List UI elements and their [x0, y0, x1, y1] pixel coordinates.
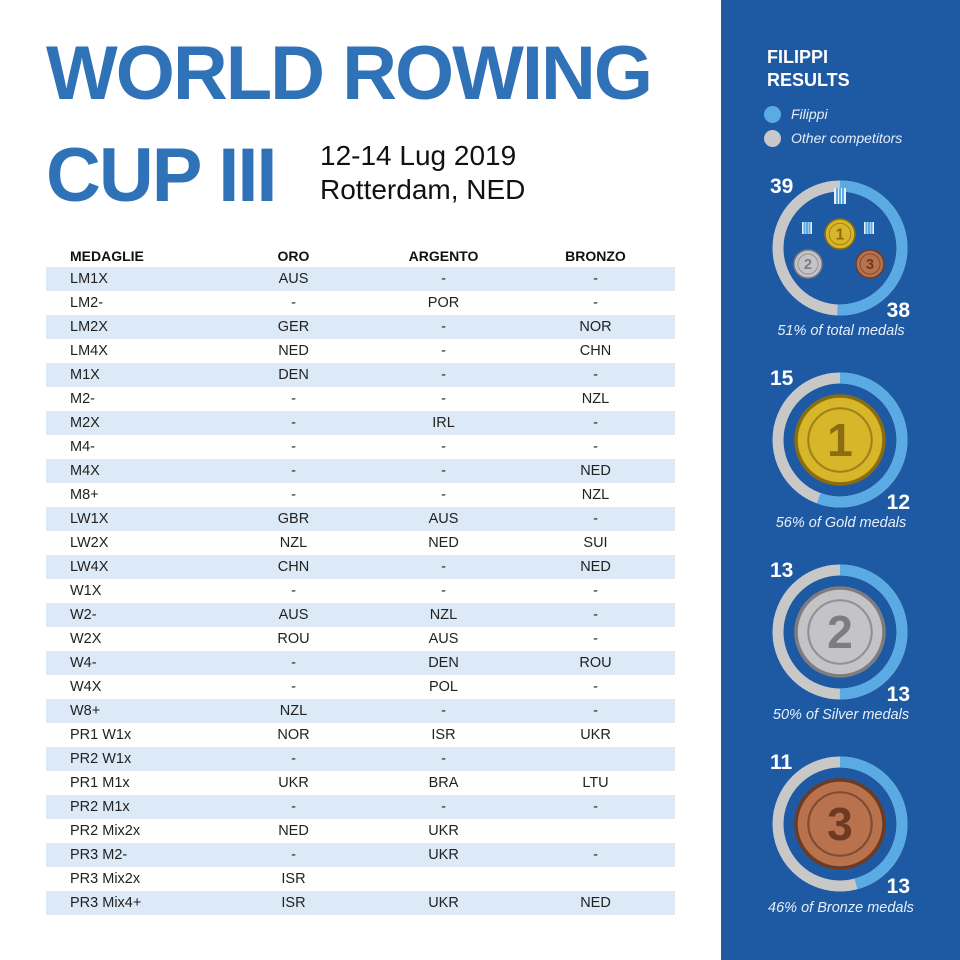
- column-header-silver: ARGENTO: [408, 248, 479, 264]
- cell-bronze: -: [593, 583, 598, 599]
- ribbon-stripe: [809, 222, 811, 234]
- silver-medal-icon: [794, 250, 822, 278]
- cell-event: W1X: [70, 583, 102, 599]
- cell-silver: -: [441, 583, 446, 599]
- medal-badge-bronze: [764, 748, 916, 900]
- cell-event: PR1 W1x: [70, 727, 132, 743]
- cell-event: LM2-: [70, 295, 104, 311]
- cell-gold: ISR: [281, 871, 306, 887]
- cell-event: M1X: [46, 363, 216, 387]
- cell-gold: -: [291, 391, 296, 407]
- cell-bronze: -: [516, 843, 675, 867]
- cell-bronze: -: [516, 267, 675, 291]
- filippi-count-label: 39: [770, 175, 794, 198]
- cell-bronze: -: [516, 699, 675, 723]
- cell-bronze: NED: [516, 891, 675, 915]
- cell-gold: -: [291, 487, 296, 503]
- cell-gold: NED: [278, 343, 309, 359]
- cell-gold: -: [216, 411, 371, 435]
- cell-event: M8+: [70, 487, 99, 503]
- cell-event: LW1X: [46, 507, 216, 531]
- event-location: Rotterdam, NED: [320, 174, 526, 205]
- cell-event: W2X: [70, 631, 102, 647]
- cell-bronze: SUI: [583, 535, 608, 551]
- cell-silver: POL: [428, 679, 458, 695]
- cell-silver: -: [441, 487, 446, 503]
- cell-gold: NZL: [216, 699, 371, 723]
- filippi-count-label: 11: [770, 751, 793, 774]
- table-row: [46, 483, 675, 507]
- table-row: [46, 843, 675, 867]
- table-header-row: [46, 245, 675, 267]
- gold-medal-icon: [825, 219, 855, 249]
- medal-number: 3: [827, 797, 853, 850]
- page-title-line-1: WORLD ROWING: [46, 31, 652, 116]
- ribbon-stripe: [866, 222, 868, 234]
- cell-silver: -: [441, 391, 446, 407]
- table-row: [46, 603, 675, 627]
- table-row: [46, 723, 675, 747]
- others-count-label: 12: [886, 491, 910, 514]
- cell-gold: UKR: [278, 775, 309, 791]
- cell-gold: -: [216, 459, 371, 483]
- filippi-count-label: 13: [770, 559, 794, 582]
- others-count-label: 13: [886, 875, 910, 898]
- badge-caption-total: 51% of total medals: [777, 323, 905, 339]
- ribbon-icon: [864, 222, 874, 234]
- cell-bronze: NZL: [581, 391, 610, 407]
- cell-silver: -: [371, 747, 516, 771]
- table-row: [46, 387, 675, 411]
- cell-event: LM4X: [70, 343, 108, 359]
- cell-silver: UKR: [428, 823, 459, 839]
- cell-gold: GBR: [216, 507, 371, 531]
- cell-gold: NZL: [279, 535, 308, 551]
- cell-gold: -: [216, 651, 371, 675]
- badge-caption-silver: 50% of Silver medals: [772, 707, 910, 723]
- cell-bronze: -: [593, 631, 598, 647]
- cell-event: PR1 M1x: [70, 775, 130, 791]
- cell-event: M2-: [70, 391, 95, 407]
- cell-silver: IRL: [371, 411, 516, 435]
- cell-bronze: [516, 819, 675, 843]
- cell-event: PR2 M1x: [46, 795, 216, 819]
- cell-silver: [371, 867, 516, 891]
- cell-silver: NZL: [371, 603, 516, 627]
- ribbon-stripe: [868, 222, 870, 234]
- cell-silver: UKR: [371, 891, 516, 915]
- filippi-count-label: 15: [770, 367, 794, 390]
- page-title-line-2: CUP III: [46, 133, 276, 218]
- legend-item-filippi: [764, 104, 828, 124]
- cell-bronze: LTU: [582, 775, 609, 791]
- cell-silver: -: [371, 555, 516, 579]
- cell-silver: NED: [428, 535, 459, 551]
- ribbon-stripe: [842, 188, 844, 204]
- table-row: [46, 891, 675, 915]
- panel-title-line-2: RESULTS: [767, 70, 850, 90]
- cell-gold: ROU: [277, 631, 310, 647]
- ribbon-stripe: [871, 222, 873, 234]
- table-row: [46, 555, 675, 579]
- cell-bronze: NED: [516, 555, 675, 579]
- cell-bronze: NED: [516, 459, 675, 483]
- cell-silver: UKR: [371, 843, 516, 867]
- cell-event: W4-: [46, 651, 216, 675]
- medal-table: [46, 245, 675, 915]
- cell-silver: -: [371, 315, 516, 339]
- panel-title-line-1: FILIPPI: [767, 47, 829, 67]
- column-header-event: MEDAGLIE: [70, 248, 144, 264]
- cell-gold: ISR: [216, 891, 371, 915]
- cell-gold: -: [291, 439, 296, 455]
- cell-bronze: -: [516, 507, 675, 531]
- cell-bronze: NZL: [581, 487, 610, 503]
- table-row: [46, 435, 675, 459]
- cell-gold: -: [216, 747, 371, 771]
- cell-event: LW4X: [46, 555, 216, 579]
- medal-badge-silver: [764, 556, 916, 708]
- cell-event: W4X: [70, 679, 102, 695]
- others-count-label: 13: [886, 683, 910, 706]
- medal-number: 3: [865, 257, 875, 274]
- legend-swatch-others: [764, 130, 781, 147]
- column-header-bronze: BRONZO: [565, 248, 626, 264]
- table-row: [46, 627, 675, 651]
- cell-silver: -: [371, 267, 516, 291]
- cell-bronze: -: [593, 679, 598, 695]
- cell-bronze: CHN: [579, 343, 612, 359]
- table-row: [46, 459, 675, 483]
- cell-gold: CHN: [216, 555, 371, 579]
- table-row: [46, 651, 675, 675]
- cell-event: M4X: [46, 459, 216, 483]
- cell-silver: -: [371, 795, 516, 819]
- table-row: [46, 795, 675, 819]
- cell-silver: BRA: [428, 775, 459, 791]
- cell-silver: -: [371, 699, 516, 723]
- cell-event: M2X: [46, 411, 216, 435]
- cell-bronze: ROU: [516, 651, 675, 675]
- table-row: [46, 339, 675, 363]
- event-date: 12-14 Lug 2019: [320, 140, 517, 171]
- cell-bronze: -: [593, 295, 598, 311]
- gold-medal-icon: [796, 396, 884, 484]
- cell-gold: -: [216, 843, 371, 867]
- table-row: [46, 699, 675, 723]
- cell-event: PR2 W1x: [46, 747, 216, 771]
- table-row: [46, 675, 675, 699]
- table-row: [46, 747, 675, 771]
- legend-label: Other competitors: [791, 130, 903, 146]
- medal-number: 1: [827, 413, 853, 466]
- cell-bronze: -: [516, 603, 675, 627]
- cell-bronze: NOR: [516, 315, 675, 339]
- silver-medal-icon: [796, 588, 884, 676]
- cell-gold: -: [291, 295, 296, 311]
- bronze-medal-icon: [856, 250, 884, 278]
- column-header-gold: ORO: [277, 248, 310, 264]
- ribbon-icon: [834, 188, 846, 204]
- cell-event: PR2 Mix2x: [70, 823, 141, 839]
- table-row: [46, 531, 675, 555]
- cell-gold: -: [216, 795, 371, 819]
- cell-bronze: -: [516, 363, 675, 387]
- cell-event: PR3 Mix4+: [46, 891, 216, 915]
- badge-caption-bronze: 46% of Bronze medals: [768, 900, 914, 916]
- table-row: [46, 819, 675, 843]
- table-row: [46, 867, 675, 891]
- medal-badge-gold: [764, 364, 916, 516]
- cell-event: PR3 M2-: [46, 843, 216, 867]
- cell-silver: DEN: [371, 651, 516, 675]
- cell-event: W8+: [46, 699, 216, 723]
- cell-gold: GER: [216, 315, 371, 339]
- cell-gold: AUS: [216, 603, 371, 627]
- cell-silver: AUS: [428, 631, 459, 647]
- cell-silver: POR: [427, 295, 460, 311]
- medal-number: 2: [827, 605, 853, 658]
- cell-bronze: [516, 867, 675, 891]
- cell-silver: AUS: [371, 507, 516, 531]
- cell-silver: -: [441, 343, 446, 359]
- medal-number: 1: [835, 226, 845, 244]
- cell-bronze: UKR: [580, 727, 611, 743]
- medal-badge-total: [764, 172, 916, 324]
- cell-event: PR3 Mix2x: [70, 871, 141, 887]
- table-row: [46, 267, 675, 291]
- legend-label: Filippi: [791, 106, 828, 122]
- cell-gold: -: [291, 679, 296, 695]
- ribbon-icon: [802, 222, 812, 234]
- cell-event: W2-: [46, 603, 216, 627]
- cell-gold: NOR: [277, 727, 310, 743]
- cell-gold: DEN: [216, 363, 371, 387]
- others-count-label: 38: [886, 299, 910, 322]
- table-row: [46, 291, 675, 315]
- cell-silver: ISR: [431, 727, 456, 743]
- cell-event: LM2X: [46, 315, 216, 339]
- medal-number: 2: [803, 257, 813, 274]
- legend-swatch-filippi: [764, 106, 781, 123]
- panel-title: [767, 46, 917, 92]
- cell-silver: -: [371, 459, 516, 483]
- cell-bronze: [516, 747, 675, 771]
- ribbon-stripe: [839, 188, 841, 204]
- badge-caption-gold: 56% of Gold medals: [775, 515, 907, 531]
- table-row: [46, 411, 675, 435]
- table-row: [46, 315, 675, 339]
- cell-event: LM1X: [46, 267, 216, 291]
- cell-gold: -: [291, 583, 296, 599]
- ribbon-stripe: [836, 188, 838, 204]
- bronze-medal-icon: [796, 780, 884, 868]
- cell-event: LW2X: [70, 535, 109, 551]
- table-row: [46, 579, 675, 603]
- cell-silver: -: [371, 363, 516, 387]
- legend-item-others: [764, 128, 902, 148]
- table-row: [46, 771, 675, 795]
- cell-gold: NED: [278, 823, 309, 839]
- cell-gold: AUS: [216, 267, 371, 291]
- cell-bronze: -: [516, 411, 675, 435]
- table-row: [46, 507, 675, 531]
- table-row: [46, 363, 675, 387]
- ribbon-stripe: [806, 222, 808, 234]
- cell-silver: -: [441, 439, 446, 455]
- ribbon-stripe: [804, 222, 806, 234]
- cell-bronze: -: [593, 439, 598, 455]
- cell-bronze: -: [516, 795, 675, 819]
- cell-event: M4-: [70, 439, 95, 455]
